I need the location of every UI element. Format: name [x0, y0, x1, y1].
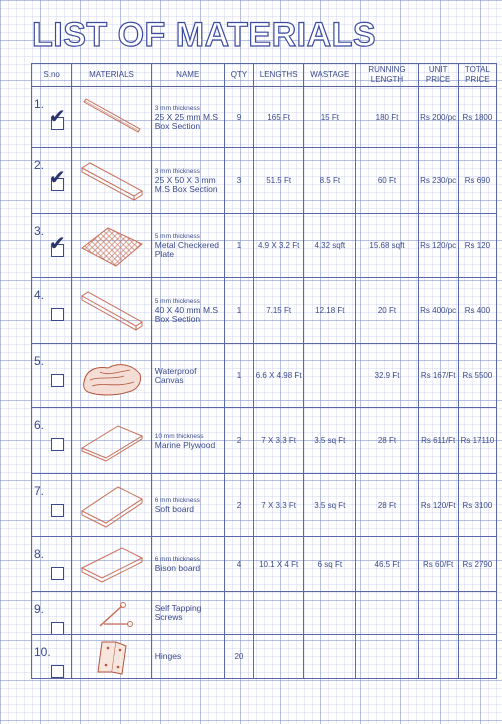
checkered-plate-icon — [72, 222, 150, 270]
wastage-cell: 12.18 Ft — [304, 278, 356, 344]
row-checkbox[interactable] — [51, 374, 64, 387]
row-checkbox[interactable] — [51, 665, 64, 678]
sno-cell — [32, 344, 72, 408]
running-length-cell: 20 Ft — [356, 278, 418, 344]
table-row — [32, 278, 497, 344]
header-qty: QTY — [224, 64, 253, 87]
header-materials: MATERIALS — [72, 64, 151, 87]
screws-icon — [72, 594, 150, 632]
wastage-cell: 3.5 sq Ft — [304, 474, 356, 537]
lengths-cell: 165 Ft — [254, 87, 304, 148]
material-name: Bison board — [154, 563, 201, 573]
sno-cell — [32, 148, 72, 214]
total-price-cell: Rs 17110 — [458, 408, 496, 474]
header-total-price: TOTAL PRICE — [458, 64, 496, 87]
material-image — [72, 474, 151, 537]
unit-price-cell — [418, 635, 458, 679]
total-price-cell: Rs 690 — [458, 148, 496, 214]
wastage-cell: 15 Ft — [304, 87, 356, 148]
thickness-spec: 5 mm thickness — [154, 298, 200, 305]
header-sno: S.no — [32, 64, 72, 87]
row-number: 4. — [34, 288, 45, 302]
unit-price-cell: Rs 120/pc — [418, 214, 458, 278]
soft-board-icon — [72, 481, 150, 529]
material-image — [72, 87, 151, 148]
table-row — [32, 344, 497, 408]
material-image — [72, 537, 151, 592]
material-name: Waterproof Canvas — [154, 365, 197, 385]
box-section-icon — [72, 158, 150, 204]
running-length-cell: 15.68 sqft — [356, 214, 418, 278]
running-length-cell: 28 Ft — [356, 474, 418, 537]
unit-price-cell: Rs 120/Ft — [418, 474, 458, 537]
running-length-cell: 180 Ft — [356, 87, 418, 148]
lengths-cell: 7 X 3.3 Ft — [254, 408, 304, 474]
wastage-cell: 6 sq Ft — [304, 537, 356, 592]
qty-cell: 1 — [224, 344, 253, 408]
unit-price-cell: Rs 611/Ft — [418, 408, 458, 474]
material-image — [72, 635, 151, 679]
row-checkbox[interactable] — [51, 438, 64, 451]
sno-cell — [32, 87, 72, 148]
table-row — [32, 214, 497, 278]
running-length-cell: 60 Ft — [356, 148, 418, 214]
name-cell — [151, 344, 224, 408]
running-length-cell: 46.5 Ft — [356, 537, 418, 592]
sno-cell — [32, 408, 72, 474]
material-name: Hinges — [154, 651, 182, 661]
row-checkbox[interactable] — [51, 622, 64, 635]
wastage-cell: 8.5 Ft — [304, 148, 356, 214]
sno-cell — [32, 214, 72, 278]
material-image — [72, 344, 151, 408]
name-cell — [151, 148, 224, 214]
table-row — [32, 148, 497, 214]
material-name: 25 X 50 X 3 mm M.S Box Section — [154, 175, 218, 194]
qty-cell: 9 — [224, 87, 253, 148]
thickness-spec: 3 mm thickness — [154, 168, 200, 175]
wastage-cell: 4.32 sqft — [304, 214, 356, 278]
row-number: 5. — [34, 354, 45, 368]
total-price-cell: Rs 3100 — [458, 474, 496, 537]
total-price-cell — [458, 592, 496, 635]
wastage-cell — [304, 344, 356, 408]
header-running-length: RUNNING LENGTH — [356, 64, 418, 87]
checkmark-icon: ✔ — [49, 233, 66, 255]
lengths-cell: 4.9 X 3.2 Ft — [254, 214, 304, 278]
qty-cell: 1 — [224, 214, 253, 278]
row-number: 8. — [34, 547, 45, 561]
material-name: 25 X 25 mm M.S Box Section — [154, 111, 219, 131]
material-name: Self Tapping Screws — [154, 603, 202, 622]
plywood-icon — [72, 418, 150, 464]
total-price-cell — [458, 635, 496, 679]
header-row — [32, 64, 497, 87]
materials-table — [31, 63, 497, 679]
hinges-icon — [72, 638, 150, 676]
row-checkbox[interactable] — [51, 567, 64, 580]
unit-price-cell: Rs 400/pc — [418, 278, 458, 344]
total-price-cell: Rs 400 — [458, 278, 496, 344]
lengths-cell: 6.6 X 4.98 Ft — [254, 344, 304, 408]
running-length-cell — [356, 592, 418, 635]
checkmark-icon: ✔ — [49, 106, 66, 128]
qty-cell: 1 — [224, 278, 253, 344]
qty-cell: 20 — [224, 635, 253, 679]
wastage-cell: 3.5 sq Ft — [304, 408, 356, 474]
name-cell — [151, 87, 224, 148]
qty-cell: 4 — [224, 537, 253, 592]
row-checkbox[interactable] — [51, 504, 64, 517]
name-cell — [151, 214, 224, 278]
wastage-cell — [304, 592, 356, 635]
material-image — [72, 408, 151, 474]
lengths-cell: 7.15 Ft — [254, 278, 304, 344]
header-wastage: WASTAGE — [304, 64, 356, 87]
header-unit-price: UNIT PRICE — [418, 64, 458, 87]
lengths-cell: 51.5 Ft — [254, 148, 304, 214]
material-name: 40 X 40 mm M.S Box Section — [154, 305, 219, 324]
thickness-spec: 5 mm thickness — [154, 233, 200, 240]
thickness-spec: 6 mm thickness — [154, 497, 200, 504]
thickness-spec: 10 mm thickness — [154, 432, 204, 440]
name-cell — [151, 635, 224, 679]
table-row — [32, 87, 497, 148]
thickness-spec: 3 mm thickness — [154, 104, 200, 112]
sno-cell — [32, 592, 72, 635]
row-number: 9. — [34, 602, 45, 616]
header-name: NAME — [151, 64, 224, 87]
page-title: LIST OF MATERIALS — [32, 16, 377, 54]
total-price-cell: Rs 5500 — [458, 344, 496, 408]
bison-board-icon — [72, 542, 150, 586]
table-row — [32, 408, 497, 474]
checkmark-icon: ✔ — [49, 167, 66, 189]
material-name: Metal Checkered Plate — [154, 240, 220, 259]
lengths-cell — [254, 592, 304, 635]
name-cell — [151, 537, 224, 592]
unit-price-cell: Rs 167/Ft — [418, 344, 458, 408]
unit-price-cell: Rs 230/pc — [418, 148, 458, 214]
total-price-cell: Rs 2790 — [458, 537, 496, 592]
unit-price-cell — [418, 592, 458, 635]
running-length-cell: 32.9 Ft — [356, 344, 418, 408]
row-number: 2. — [34, 158, 45, 172]
long-bar-icon — [72, 96, 150, 138]
table-row — [32, 635, 497, 679]
lengths-cell: 10.1 X 4 Ft — [254, 537, 304, 592]
material-image — [72, 592, 151, 635]
unit-price-cell: Rs 200/pc — [418, 87, 458, 148]
table-row — [32, 537, 497, 592]
row-checkbox[interactable] — [51, 308, 64, 321]
table-row — [32, 474, 497, 537]
row-number: 7. — [34, 484, 45, 498]
name-cell — [151, 408, 224, 474]
total-price-cell: Rs 120 — [458, 214, 496, 278]
running-length-cell — [356, 635, 418, 679]
name-cell — [151, 592, 224, 635]
running-length-cell: 28 Ft — [356, 408, 418, 474]
unit-price-cell: Rs 60/Ft — [418, 537, 458, 592]
lengths-cell — [254, 635, 304, 679]
sno-cell — [32, 278, 72, 344]
sno-cell — [32, 474, 72, 537]
total-price-cell: Rs 1800 — [458, 87, 496, 148]
row-number: 1. — [34, 97, 45, 111]
qty-cell: 2 — [224, 474, 253, 537]
row-number: 6. — [34, 418, 45, 432]
row-number: 10. — [34, 645, 51, 659]
material-name: Marine Plywood — [154, 439, 216, 450]
material-name: Soft board — [154, 504, 194, 514]
qty-cell: 2 — [224, 408, 253, 474]
material-image — [72, 214, 151, 278]
name-cell — [151, 474, 224, 537]
sno-cell — [32, 537, 72, 592]
wastage-cell — [304, 635, 356, 679]
sno-cell — [32, 635, 72, 679]
material-image — [72, 278, 151, 344]
name-cell — [151, 278, 224, 344]
material-image — [72, 148, 151, 214]
canvas-icon — [72, 352, 150, 400]
square-bar-icon — [72, 288, 150, 334]
qty-cell — [224, 592, 253, 635]
table-row — [32, 592, 497, 635]
row-number: 3. — [34, 224, 45, 238]
qty-cell: 3 — [224, 148, 253, 214]
lengths-cell: 7 X 3.3 Ft — [254, 474, 304, 537]
thickness-spec: 6 mm thickness — [154, 556, 200, 563]
header-lengths: LENGTHS — [254, 64, 304, 87]
